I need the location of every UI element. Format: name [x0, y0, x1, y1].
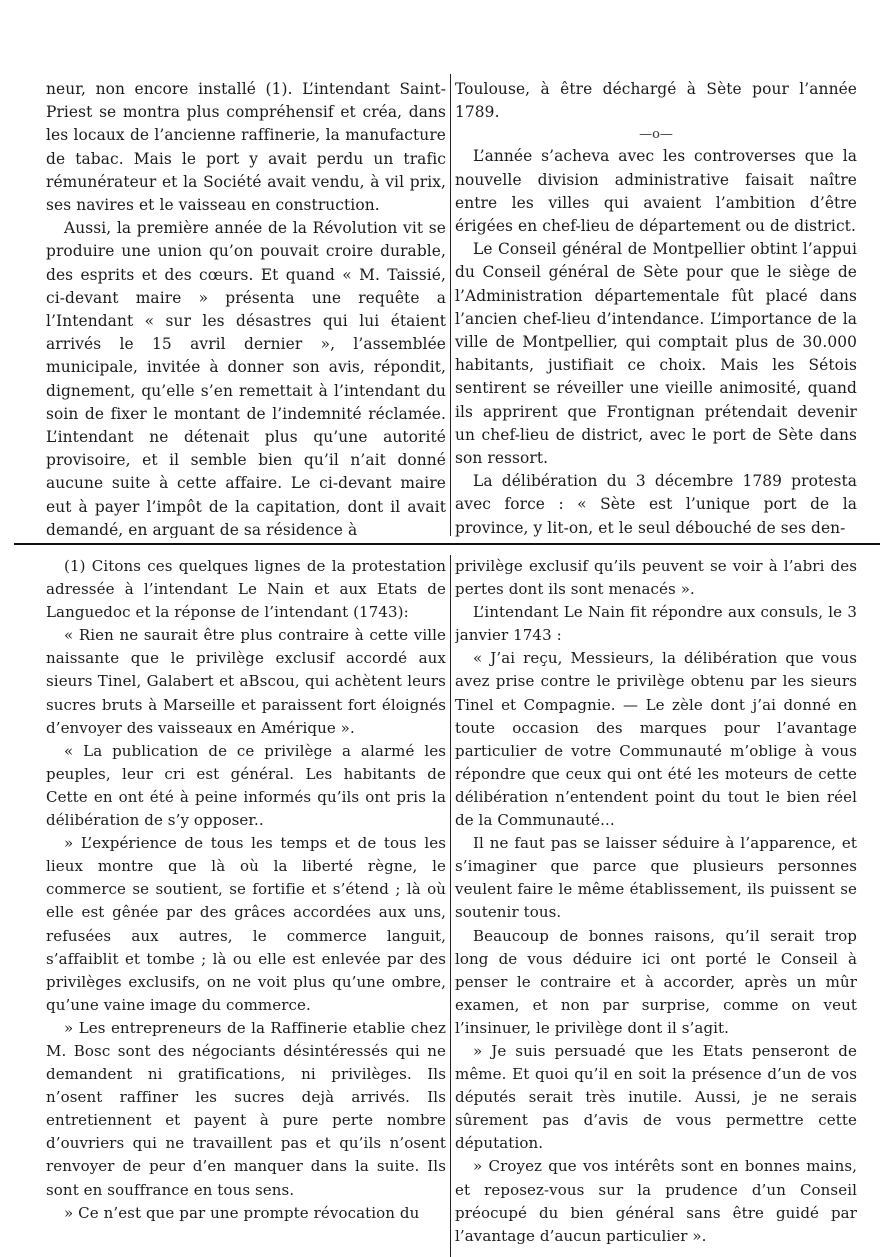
footnote-paragraph: L’intendant Le Nain fit répondre aux consuls, le 3 janvier 1743 :: [455, 603, 857, 645]
paragraph: neur, non encore installé (1). L’intendant Saint-Priest se montra plus compréhensif et créa, dans les locaux de l’ancienne raffinerie, la manufacture de tabac. Mais le port y avait perdu un trafic rémunérateur et la Société avait vendu, à vil prix, ses navires et le vaisseau en construction.: [46, 80, 446, 215]
footnote-paragraph: Beaucoup de bonnes raisons, qu’il serait trop long de vous déduire ici ont porté le Conseil à penser le contraire et à accorder, après un mûr examen, et non par surprise, comme on veut l’insinuer, le privilège dont il s’agit.: [455, 926, 857, 1037]
main-text-section: [0, 78, 894, 538]
footnote-divider: [14, 543, 880, 545]
footnote-right-column: [455, 555, 857, 1257]
column-divider: [450, 74, 451, 536]
footnote-paragraph: » Les entrepreneurs de la Raffinerie etablie chez M. Bosc sont des négociants désintéressés qui ne demandent ni gratifications, ni privilèges. Ils n’osent raffiner les sucres dejà arrivés. Ils entretiennent et payent à pure perte nombre d’ouvriers qui ne travaillent pas et qu’ils n’osent renvoyer de peur d’en manquer dans la suite. Ils sont en souffrance en tous sens.: [46, 1018, 446, 1199]
section-separator: —o—: [639, 127, 673, 143]
main-text-left-column: [46, 78, 446, 538]
footnote-paragraph: » Ce n’est que par une prompte révocation du: [64, 1203, 420, 1222]
footnote-paragraph: » Je suis persuadé que les Etats penseront de même. Et quoi qu’il en soit la présence d’un de vos députés serait très inutile. Aussi, je ne serais sûrement pas d’avis de vous permettre cette députation.: [455, 1041, 857, 1153]
footnote-paragraph: » Croyez que vos intérêts sont en bonnes mains, et reposez-vous sur la prudence d’un Conseil préocupé du bien général sans être guidé par l’avantage d’aucun particulier ».: [455, 1157, 857, 1245]
footnote-paragraph: Il ne faut pas se laisser séduire à l’apparence, et s’imaginer que parce que plusieurs personnes veulent faire le même établissement, ils puissent se soutenir tous.: [455, 834, 857, 922]
footnote-paragraph: » L’expérience de tous les temps et de tous les lieux montre que là où la liberté règne, le commerce se soutient, se fortifie et s’étend ; là où elle est gênée par des grâces accordées aux uns, refusées aux autres, le commerce languit, s’affaiblit et tombe ; là ou elle est enlevée par des privilèges exclusifs, on ne voit plus qu’une ombre, qu’une vaine image du commerce.: [46, 834, 446, 1014]
paragraph: Toulouse, à être déchargé à Sète pour l’année 1789.: [455, 80, 857, 122]
footnote-section: [0, 555, 894, 1257]
column-divider: [450, 555, 451, 1257]
paragraph: Aussi, la première année de la Révolution vit se produire une union qu’on pouvait croire durable, des esprits et des cœurs. Et quand « M. Taissié, ci-devant maire » présenta une requête a l’Intendant « sur les désastres qui lui étaient arrivés le 15 avril dernier », l’assemblée municipale, invitée à donner son avis, répondit, dignement, qu’elle s’en remettait à l’intendant du soin de fixer le montant de l’indemnité réclamée. L’intendant ne détenait plus qu’une autorité provisoire, et il semble bien qu’il n’ait donné aucune suite à cette affaire. Le ci-devant maire eut à payer l’impôt de la capitation, dont il avait demandé, en arguant de sa résidence à: [46, 219, 446, 538]
footnote-paragraph: « Rien ne saurait être plus contraire à cette ville naissante que le privilège exclusif accordé aux sieurs Tinel, Galabert et aBscou, qui achètent leurs sucres bruts à Marseille et paraissent fort éloignés d’envoyer des vaisseaux en Amérique ».: [46, 626, 446, 737]
footnote-paragraph: « La publication de ce privilège a alarmé les peuples, leur cri est général. Les habitants de Cette en ont été à peine informés qu’ils ont pris la délibération de s’y opposer..: [46, 741, 446, 830]
paragraph: Le Conseil général de Montpellier obtint l’appui du Conseil général de Sète pour que le siège de l’Administration départementale fût placé dans l’ancien chef-lieu d’intendance. L’importance de la ville de Montpellier, qui comptait plus de 30.000 habitants, justifiait ce choix. Mais les Sétois sentirent se réveiller une vieille animosité, quand ils apprirent que Frontignan prétendait devenir un chef-lieu de district, avec le port de Sète dans son ressort.: [455, 240, 857, 468]
paragraph: L’année s’acheva avec les controverses que la nouvelle division administrative faisait naître entre les villes qui avaient l’ambition d’être érigées en chef-lieu de département ou de district.: [455, 147, 857, 236]
footnote-paragraph: « J’ai reçu, Messieurs, la délibération que vous avez prise contre le privilège obtenu par les sieurs Tinel et Compagnie. — Le zèle dont j’ai donné en toute occasion des marques pour l’avantage particulier de votre Communauté m’oblige à vous répondre que ceux qui ont été les moteurs de cette délibération n’entendent point du tout le bien réel de la Communauté...: [455, 649, 857, 830]
footnote-left-column: [46, 555, 446, 1257]
footnote-paragraph: privilège exclusif qu’ils peuvent se voir à l’abri des pertes dont ils sont menacés ».: [455, 557, 857, 599]
footnote-paragraph: (1) Citons ces quelques lignes de la protestation adressée à l’intendant Le Nain et aux Etats de Languedoc et la réponse de l’intendant (1743):: [46, 557, 446, 622]
paragraph: La délibération du 3 décembre 1789 protesta avec force : « Sète est l’unique port de la province, y lit-on, et le seul débouché de ses den-: [455, 472, 857, 537]
main-text-right-column: [455, 78, 857, 538]
